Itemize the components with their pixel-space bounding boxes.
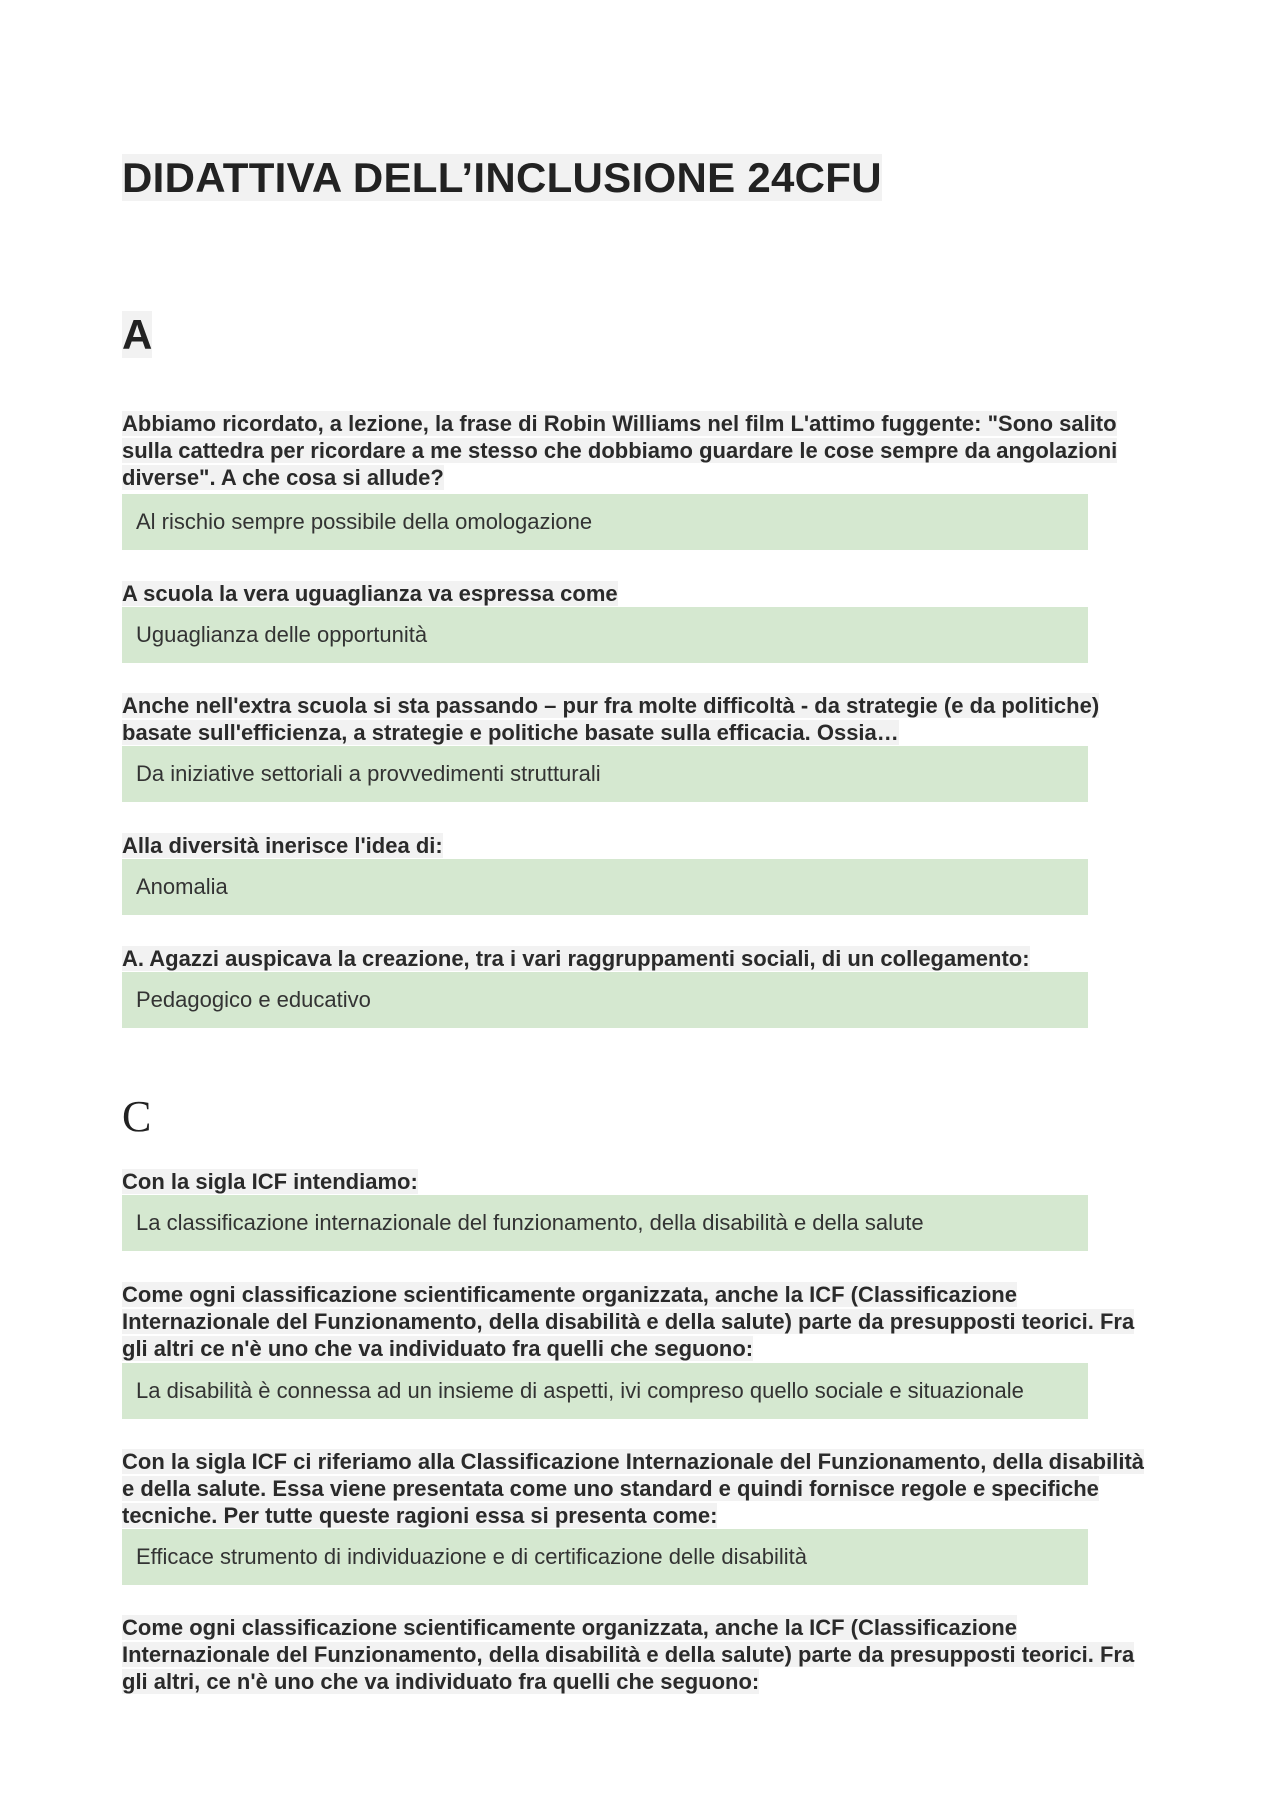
answer-box xyxy=(122,607,1088,663)
answer-text: Anomalia xyxy=(136,874,228,899)
question-text: A. Agazzi auspicava la creazione, tra i vari raggruppamenti sociali, di un collegamento: xyxy=(122,946,1030,971)
answer-text: La classificazione internazionale del funzionamento, della disabilità e della salute xyxy=(136,1210,924,1235)
section-heading-c: C xyxy=(122,1092,152,1141)
answer-text: Al rischio sempre possibile della omologazione xyxy=(136,509,593,534)
question-text: Come ogni classificazione scientificamente organizzata, anche la ICF (Classificazione Internazionale del Funzionamento, della disabilità e della salute) parte da presupposti teorici. Fra gli altri ce n'è uno che va individuato fra quelli che seguono: xyxy=(122,1282,1135,1361)
answer-box xyxy=(122,859,1088,915)
answer-box xyxy=(122,494,1088,550)
question-text: Anche nell'extra scuola si sta passando – pur fra molte difficoltà - da strategie (e da politiche) basate sull'efficienza, a strategie e politiche basate sulla efficacia. Ossia… xyxy=(122,693,1100,745)
answer-text: Uguaglianza delle opportunità xyxy=(136,622,428,647)
answer-box xyxy=(122,746,1088,802)
question-text: Come ogni classificazione scientificamente organizzata, anche la ICF (Classificazione Internazionale del Funzionamento, della disabilità e della salute) parte da presupposti teorici. Fra gli altri, ce n'è uno che va individuato fra quelli che seguono: xyxy=(122,1615,1135,1694)
answer-box xyxy=(122,1529,1088,1585)
answer-text: La disabilità è connessa ad un insieme di aspetti, ivi compreso quello sociale e situazionale xyxy=(136,1378,1024,1403)
question-text: Abbiamo ricordato, a lezione, la frase di Robin Williams nel film L'attimo fuggente: "Sono salito sulla cattedra per ricordare a me stesso che dobbiamo guardare le cose sempre da angolazioni diverse". A che cosa si allude? xyxy=(122,411,1118,490)
answer-text: Pedagogico e educativo xyxy=(136,987,371,1012)
answer-box xyxy=(122,1195,1088,1251)
question-text: Con la sigla ICF ci riferiamo alla Classificazione Internazionale del Funzionamento, della disabilità e della salute. Essa viene presentata come uno standard e quindi fornisce regole e specifiche tecniche. Per tutte queste ragioni essa si presenta come: xyxy=(122,1449,1145,1528)
question-text: Con la sigla ICF intendiamo: xyxy=(122,1169,418,1194)
question-text: Alla diversità inerisce l'idea di: xyxy=(122,833,443,858)
answer-box xyxy=(122,1363,1088,1419)
section-heading-a: A xyxy=(122,311,153,358)
answer-box xyxy=(122,972,1088,1028)
answer-text: Efficace strumento di individuazione e di certificazione delle disabilità xyxy=(136,1544,807,1569)
answer-text: Da iniziative settoriali a provvedimenti strutturali xyxy=(136,761,601,786)
document-title: DIDATTIVA DELL’INCLUSIONE 24CFU xyxy=(122,154,882,201)
question-text: A scuola la vera uguaglianza va espressa come xyxy=(122,581,618,606)
